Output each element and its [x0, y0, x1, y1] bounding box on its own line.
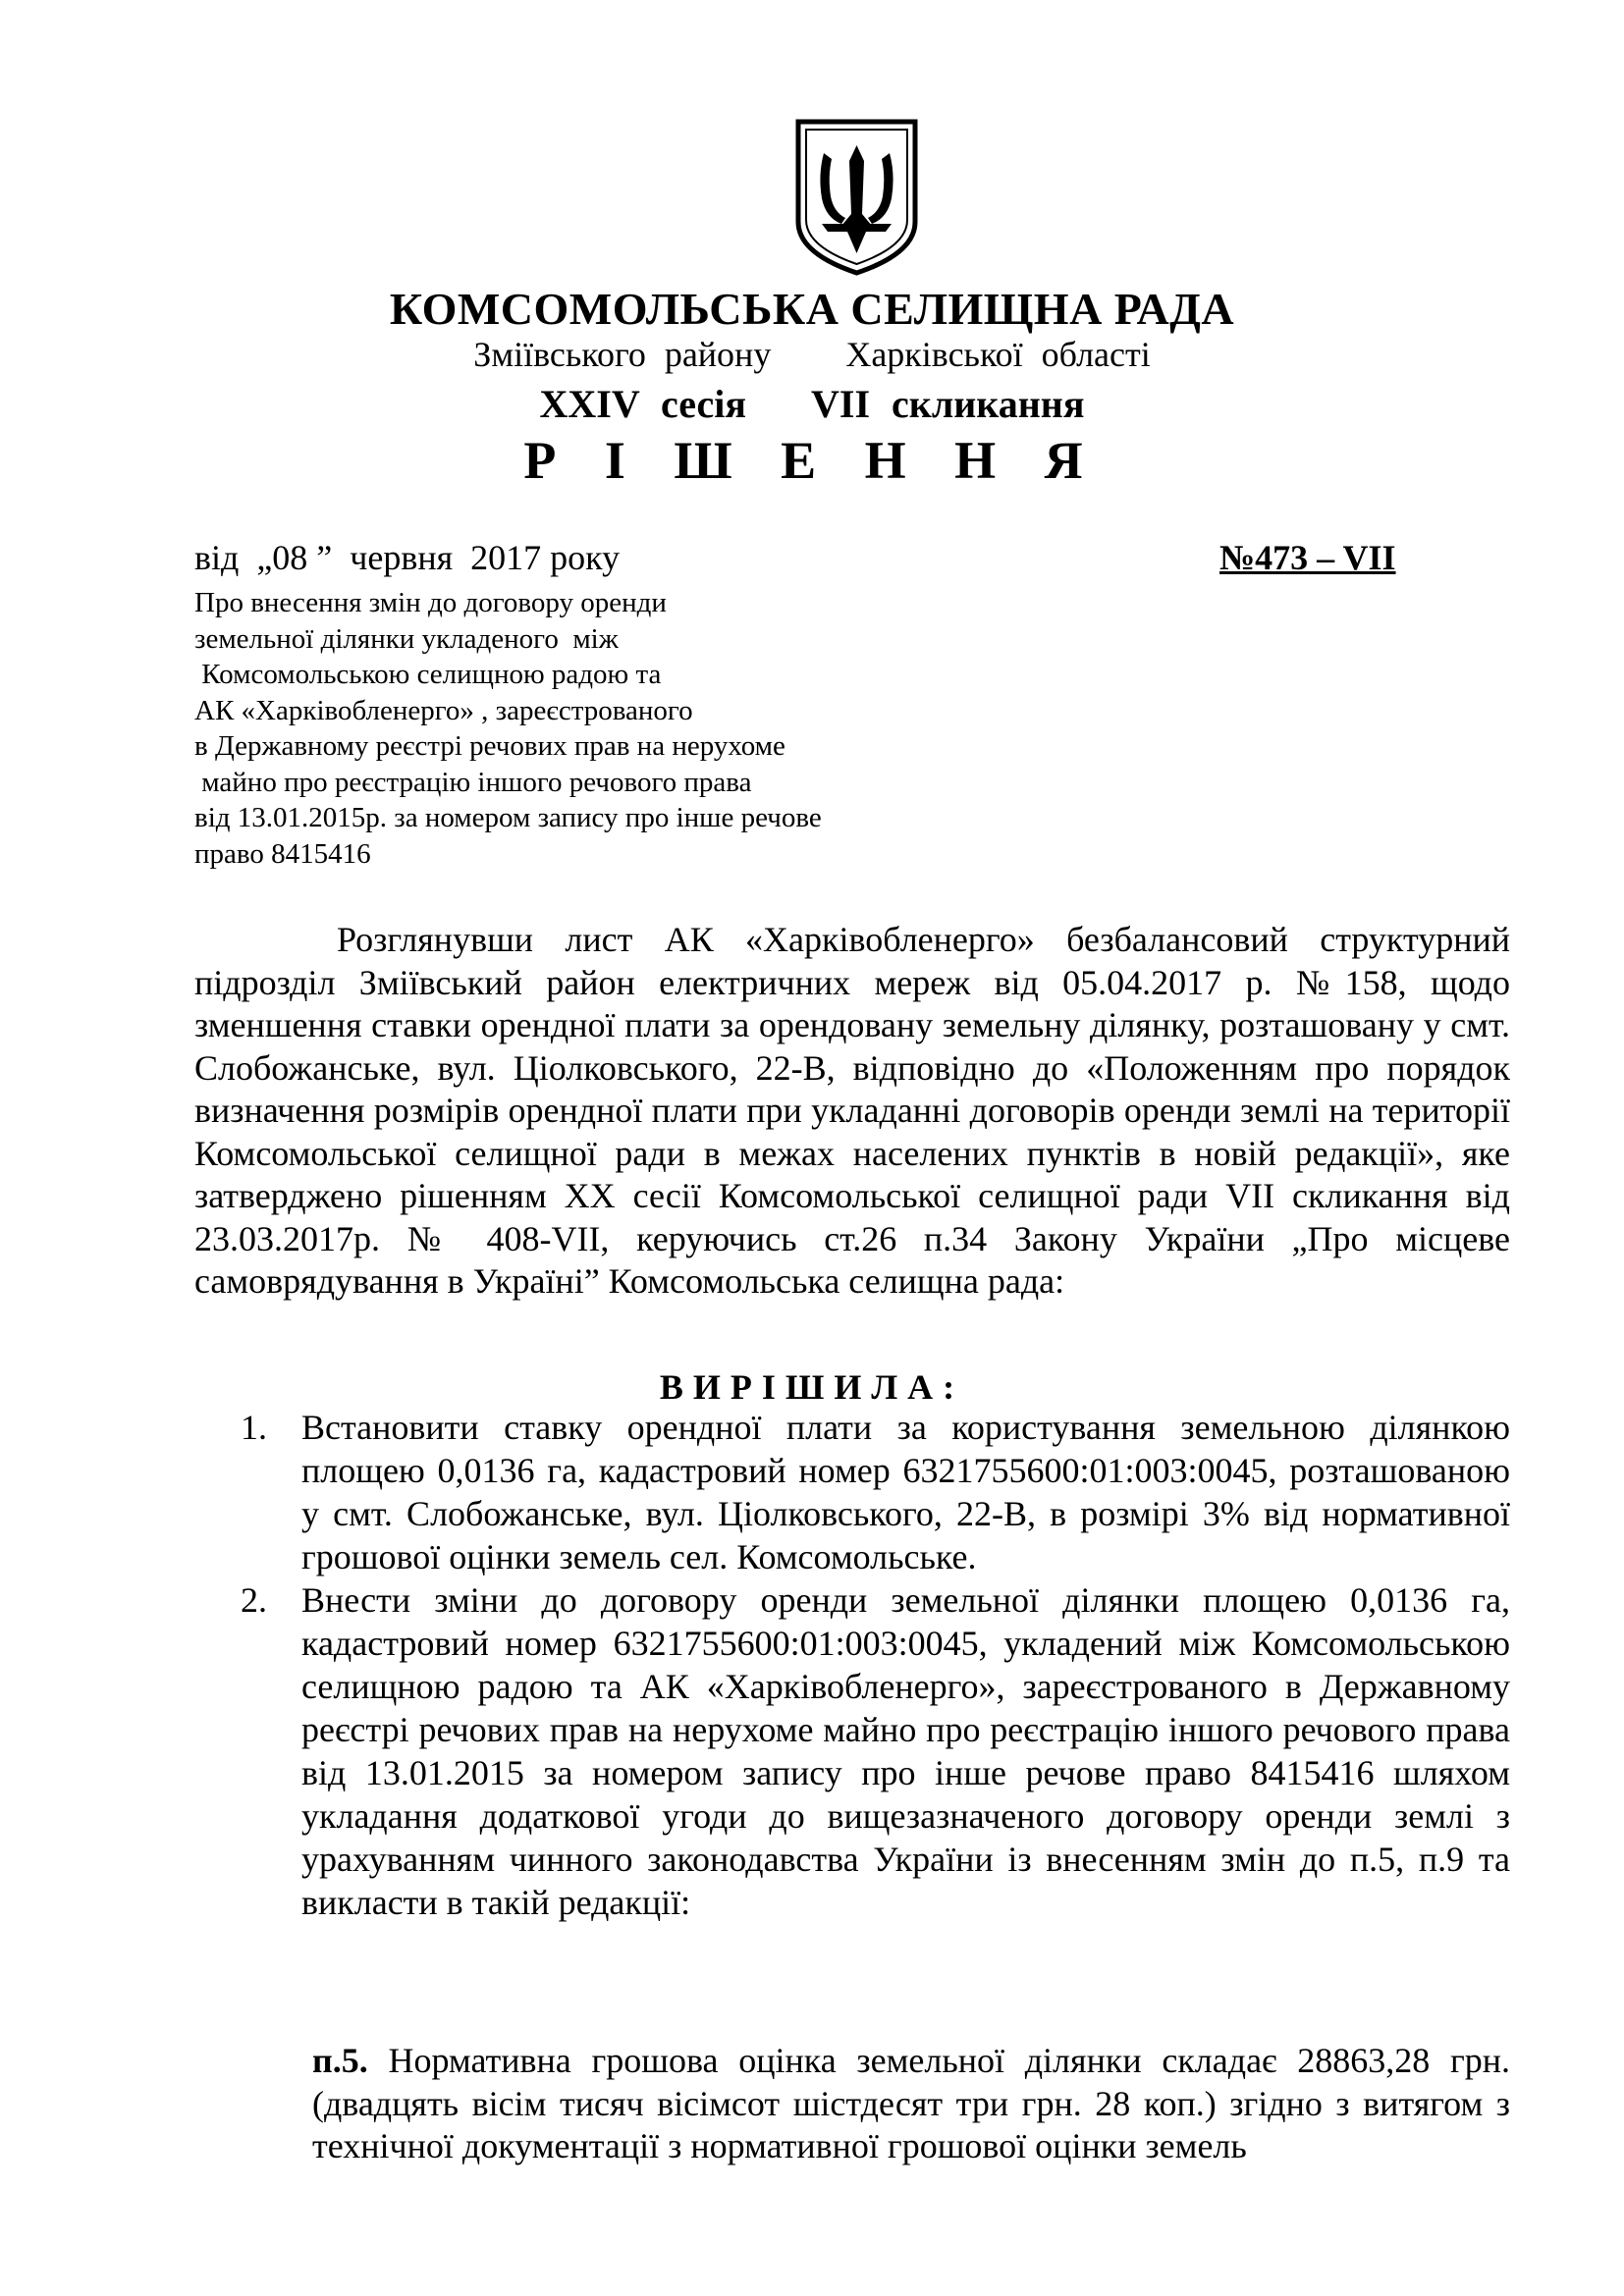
trident-coat-of-arms-icon — [790, 116, 923, 278]
council-name: КОМСОМОЛЬСЬКА СЕЛИЩНА РАДА — [389, 284, 1235, 334]
item-number: 2. — [241, 1580, 267, 1620]
item-number: 1. — [241, 1408, 267, 1447]
subject-line: Комсомольською селищною радою та — [194, 659, 662, 690]
subject-line: від 13.01.2015р. за номером запису про інше речове — [194, 802, 822, 833]
clause-text: Нормативна грошова оцінка земельної ділянки складає 28863,28 грн. (двадцять вісім тисяч вісімсот шістдесят три грн. 28 коп.) згідно з витягом з технічної документації з нормативної грошової оцінки земель — [312, 2041, 1510, 2165]
clause-5 — [312, 2040, 1510, 2168]
clause-label: п.5. — [312, 2041, 368, 2080]
decision-subject — [194, 585, 941, 872]
subject-line: земельної ділянки укладеного між — [194, 622, 619, 655]
decision-items-list — [241, 1406, 1510, 1924]
decision-date: від „08 ” червня 2017 року — [194, 538, 621, 577]
document-type-title: Р І Ш Е Н Н Я — [523, 431, 1101, 490]
district-line: Зміївського району Харківської області — [473, 335, 1151, 374]
subject-line: в Державному реєстрі речових прав на нерухоме — [194, 730, 785, 762]
item-text: Встановити ставку орендної плати за користування земельною ділянкою площею 0,0136 га, кадастровий номер 6321755600:01:003:0045, розташованою у смт. Слобожанське, вул. Ціолковського, 22-В, в розмірі 3% від нормативної грошової оцінки земель сел. Комсомольське. — [301, 1408, 1510, 1576]
decision-number: №473 – VII — [1219, 538, 1396, 577]
session-line: XXIV сесія VII скликання — [539, 382, 1085, 426]
preamble-paragraph: Розглянувши лист АК «Харківобленерго» безбалансовий структурний підрозділ Зміївський район електричних мереж від 05.04.2017 р. №158, щодо зменшення ставки орендної плати за орендовану земельну ділянку, розташовану у смт. Слобожанське, вул. Ціолковського, 22-В, відповідно до «Положенням про порядок визначення розмірів орендної плати при укладанні договорів оренди землі на території Комсомольської селищної ради в межах населених пунктів в новій редакції», яке затверджено рішенням ХХ сесії Комсомольської селищної ради VII скликання від 23.03.2017р. № 408-VII, керуючись ст.26 п.34 Закону України „Про місцеве самоврядування в Україні” Комсомольська селищна рада: — [194, 920, 1510, 1301]
subject-line: АК «Харківобленерго» , зареєстрованого — [194, 694, 693, 726]
subject-line: право 8415416 — [194, 837, 371, 870]
decision-item — [241, 1406, 1510, 1578]
decision-item — [241, 1578, 1510, 1924]
item-text: Внести зміни до договору оренди земельної ділянки площею 0,0136 га, кадастровий номер 6321755600:01:003:0045, укладений між Комсомольською селищною радою та АК «Харківобленерго», зареєстрованого в Державному реєстрі речових прав на нерухоме майно про реєстрацію іншого речового права від 13.01.2015 за номером запису про інше речове право 8415416 шляхом укладання додаткової угоди до вищезазначеного договору оренди землі з урахуванням чинного законодавства України із внесенням змін до п.5, п.9 та викласти в такій редакції: — [301, 1580, 1510, 1922]
subject-line: майно про реєстрацію іншого речового права — [194, 766, 752, 798]
subject-line: Про внесення змін до договору оренди — [194, 587, 667, 618]
decided-heading: ВИРІШИЛА: — [659, 1367, 965, 1407]
